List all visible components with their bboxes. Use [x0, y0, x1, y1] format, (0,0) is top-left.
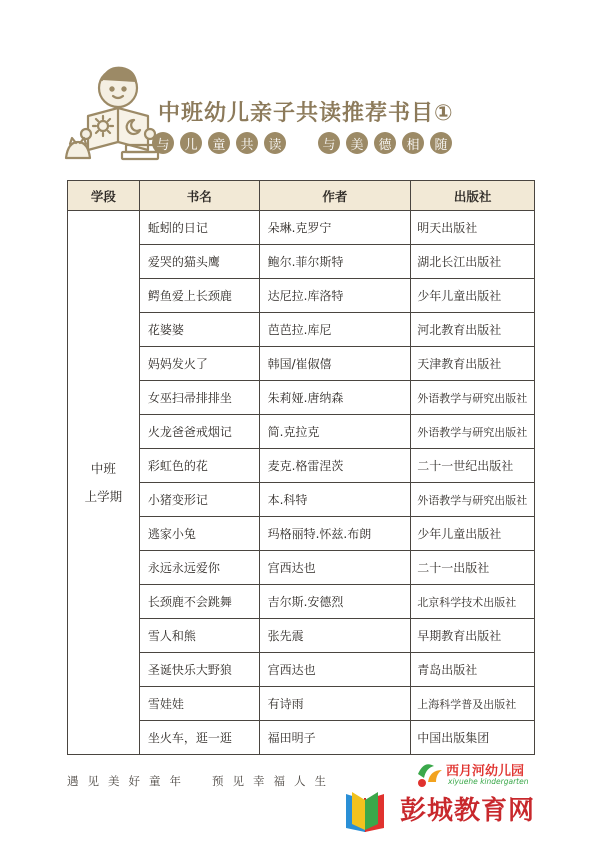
book-author-cell: 宫西达也	[259, 551, 411, 585]
site-name: 彭城教育网	[400, 796, 536, 826]
slogan-char: 读	[264, 132, 286, 154]
book-title-cell: 圣诞快乐大野狼	[139, 653, 259, 687]
footer-slogan-right: 预见幸福人生	[212, 774, 335, 788]
column-header-title: 书名	[139, 181, 259, 211]
slogan-char: 共	[236, 132, 258, 154]
table-body	[68, 211, 535, 755]
footer-slogan	[67, 773, 335, 789]
book-title-cell: 花婆婆	[139, 313, 259, 347]
book-title-cell: 爱哭的猫头鹰	[139, 245, 259, 279]
kindergarten-subtitle: xiyuehe kindergarten	[448, 777, 529, 786]
book-publisher-cell: 湖北长江出版社	[411, 245, 535, 279]
book-publisher-cell: 天津教育出版社	[411, 347, 535, 381]
book-author-cell: 本.科特	[259, 483, 411, 517]
book-title-cell: 小猪变形记	[139, 483, 259, 517]
book-title-cell: 永远永远爱你	[139, 551, 259, 585]
book-publisher-cell: 少年儿童出版社	[411, 517, 535, 551]
kindergarten-name: 西月河幼儿园	[446, 764, 525, 779]
book-author-cell: 朱莉娅.唐纳森	[259, 381, 411, 415]
book-author-cell: 朵琳.克罗宁	[259, 211, 411, 245]
book-title-cell: 彩虹色的花	[139, 449, 259, 483]
page-header	[62, 58, 542, 168]
book-title-cell: 火龙爸爸戒烟记	[139, 415, 259, 449]
book-author-cell: 吉尔斯.安德烈	[259, 585, 411, 619]
column-header-publisher: 出版社	[411, 181, 535, 211]
book-author-cell: 福田明子	[259, 721, 411, 755]
slogan-right	[318, 132, 452, 154]
term-cell	[68, 211, 140, 755]
book-publisher-cell: 外语教学与研究出版社	[411, 415, 535, 449]
book-author-cell: 麦克.格雷涅茨	[259, 449, 411, 483]
footer-slogan-left: 遇见美好童年	[67, 774, 190, 788]
book-author-cell: 宫西达也	[259, 653, 411, 687]
book-author-cell: 达尼拉.库洛特	[259, 279, 411, 313]
book-publisher-cell: 明天出版社	[411, 211, 535, 245]
book-publisher-cell: 青岛出版社	[411, 653, 535, 687]
slogan-char: 德	[374, 132, 396, 154]
table-row	[68, 211, 535, 245]
book-publisher-cell: 中国出版集团	[411, 721, 535, 755]
slogan-left	[152, 132, 286, 154]
slogan-char: 儿	[180, 132, 202, 154]
book-author-cell: 简.克拉克	[259, 415, 411, 449]
page-title: 中班幼儿亲子共读推荐书目①	[158, 101, 454, 126]
book-title-cell: 蚯蚓的日记	[139, 211, 259, 245]
header-slogan	[152, 132, 452, 154]
table-header-row	[68, 181, 535, 211]
book-publisher-cell: 外语教学与研究出版社	[411, 381, 535, 415]
book-title-cell: 女巫扫帚排排坐	[139, 381, 259, 415]
slogan-char: 美	[346, 132, 368, 154]
book-title-cell: 长颈鹿不会跳舞	[139, 585, 259, 619]
book-author-cell: 有诗雨	[259, 687, 411, 721]
book-logo-icon	[338, 784, 392, 836]
book-title-cell: 雪人和熊	[139, 619, 259, 653]
book-author-cell: 韩国/崔俶僖	[259, 347, 411, 381]
book-publisher-cell: 少年儿童出版社	[411, 279, 535, 313]
book-author-cell: 鲍尔.菲尔斯特	[259, 245, 411, 279]
book-publisher-cell: 二十一世纪出版社	[411, 449, 535, 483]
book-title-cell: 坐火车，逛一逛	[139, 721, 259, 755]
book-author-cell: 芭芭拉.库尼	[259, 313, 411, 347]
book-list-table	[67, 180, 535, 755]
book-title-cell: 妈妈发火了	[139, 347, 259, 381]
book-publisher-cell: 上海科学普及出版社	[411, 687, 535, 721]
slogan-char: 与	[318, 132, 340, 154]
column-header-author: 作者	[259, 181, 411, 211]
term-line-2: 上学期	[84, 488, 123, 504]
book-title-cell: 逃家小兔	[139, 517, 259, 551]
book-author-cell: 玛格丽特.怀兹.布朗	[259, 517, 411, 551]
book-publisher-cell: 外语教学与研究出版社	[411, 483, 535, 517]
slogan-char: 随	[430, 132, 452, 154]
term-line-1: 中班	[90, 460, 116, 476]
book-author-cell: 张先震	[259, 619, 411, 653]
slogan-char: 与	[152, 132, 174, 154]
slogan-char: 童	[208, 132, 230, 154]
book-title-cell: 鳄鱼爱上长颈鹿	[139, 279, 259, 313]
book-title-cell: 雪娃娃	[139, 687, 259, 721]
book-publisher-cell: 河北教育出版社	[411, 313, 535, 347]
book-publisher-cell: 早期教育出版社	[411, 619, 535, 653]
book-publisher-cell: 北京科学技术出版社	[411, 585, 535, 619]
column-header-term: 学段	[68, 181, 140, 211]
slogan-char: 相	[402, 132, 424, 154]
book-publisher-cell: 二十一出版社	[411, 551, 535, 585]
